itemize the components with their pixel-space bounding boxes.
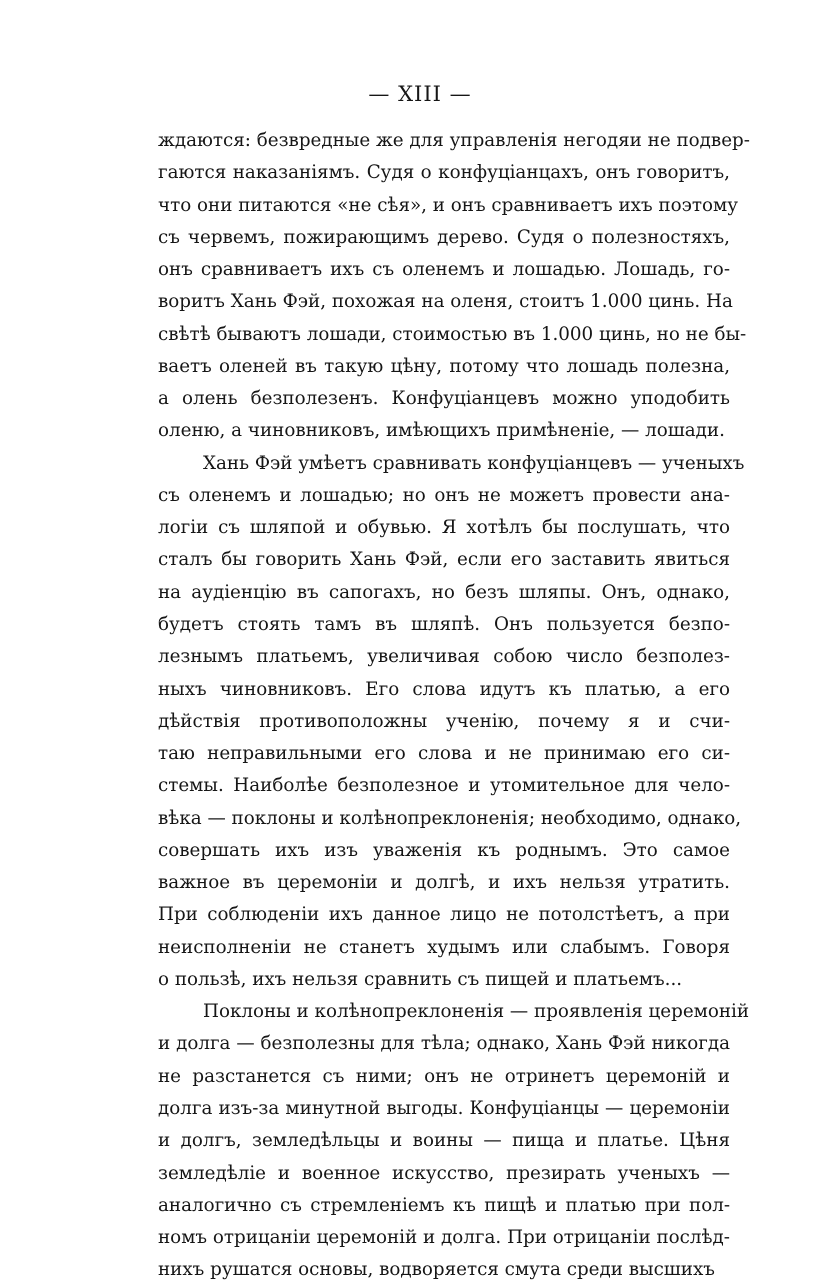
text-line: съ оленемъ и лошадью; но онъ не можетъ провести ана- — [158, 484, 730, 506]
text-line: свѣтѣ бываютъ лошади, стоимостью въ 1.000 цинь, но не бы- — [158, 323, 747, 345]
text-line: будетъ стоять тамъ въ шляпѣ. Онъ пользуется безпо- — [158, 613, 730, 635]
text-line: о пользѣ, ихъ нельзя сравнить съ пищей и платьемъ... — [158, 968, 683, 990]
text-line: номъ отрицаніи церемоній и долга. При отрицаніи послѣд- — [158, 1227, 730, 1249]
text-line: сталъ бы говорить Хань Фэй, если его заставить явиться — [158, 549, 730, 571]
text-line: ваетъ оленей въ такую цѣну, потому что лошадь полезна, — [158, 355, 730, 377]
text-line: ждаются: безвредные же для управленія негодяи не подвер- — [158, 130, 750, 151]
body-text — [158, 125, 750, 1287]
text-line: аналогично съ стремленіемъ къ пищѣ и платью при пол- — [158, 1194, 730, 1216]
text-line: ныхъ чиновниковъ. Его слова идутъ къ платью, а его — [158, 678, 730, 700]
text-line: земледѣліе и военное искусство, презирать ученыхъ — — [158, 1162, 730, 1184]
text-line: Поклоны и колѣнопреклоненія — проявленія церемоній — [203, 1001, 750, 1023]
text-line: важное въ церемоніи и долгѣ, и ихъ нельзя утратить. — [158, 872, 730, 894]
text-line: съ червемъ, пожирающимъ дерево. Судя о полезностяхъ, — [158, 226, 730, 248]
text-line: лезнымъ платьемъ, увеличивая собою число безполез- — [158, 646, 730, 668]
text-line: и долга — безполезны для тѣла; однако, Хань Фэй никогда — [158, 1033, 730, 1055]
text-line: таю неправильными его слова и не принимаю его си- — [158, 743, 730, 765]
text-line: стемы. Наиболѣе безполезное и утомительное для чело- — [158, 775, 730, 797]
paragraph — [158, 448, 745, 997]
text-line: При соблюденіи ихъ данное лицо не потолстѣетъ, а при — [158, 904, 730, 926]
text-line: оленю, а чиновниковъ, имѣющихъ примѣненіе, — лошади. — [158, 420, 725, 442]
text-line: долга изъ-за минутной выгоды. Конфуціанцы — церемоніи — [158, 1097, 730, 1119]
page-number-header: — XIII — — [368, 82, 472, 106]
text-line: не разстанется съ ними; онъ не отринетъ церемоній и — [158, 1065, 730, 1087]
text-line: нихъ рушатся основы, водворяется смута среди высшихъ — [158, 1259, 715, 1281]
paragraph — [158, 996, 750, 1286]
text-line: вѣка — поклоны и колѣнопреклоненія; необходимо, однако, — [158, 807, 742, 829]
text-line: и долгъ, земледѣльцы и воины — пища и платье. Цѣня — [158, 1130, 730, 1152]
text-line: совершать ихъ изъ уваженія къ роднымъ. Это самое — [158, 839, 730, 861]
text-line: гаются наказаніямъ. Судя о конфуціанцахъ, онъ говоритъ, — [158, 162, 730, 184]
text-line: что они питаются «не сѣя», и онъ сравниваетъ ихъ поэтому — [158, 194, 738, 216]
text-line: а олень безполезенъ. Конфуціанцевъ можно уподобить — [158, 388, 730, 410]
text-line: воритъ Хань Фэй, похожая на оленя, стоитъ 1.000 цинь. На — [158, 291, 733, 313]
text-line: дѣйствія противоположны ученію, почему я и счи- — [158, 710, 730, 732]
text-line: Хань Фэй умѣетъ сравнивать конфуціанцевъ — ученыхъ — [203, 452, 745, 474]
paragraph — [158, 125, 750, 448]
text-line: на аудіенцію въ сапогахъ, но безъ шляпы. Онъ, однако, — [158, 581, 730, 603]
text-line: логіи съ шляпой и обувью. Я хотѣлъ бы послушать, что — [158, 517, 730, 539]
text-line: неисполненіи не станетъ худымъ или слабымъ. Говоря — [158, 936, 730, 958]
text-line: онъ сравниваетъ ихъ съ оленемъ и лошадью. Лошадь, го- — [158, 259, 730, 281]
